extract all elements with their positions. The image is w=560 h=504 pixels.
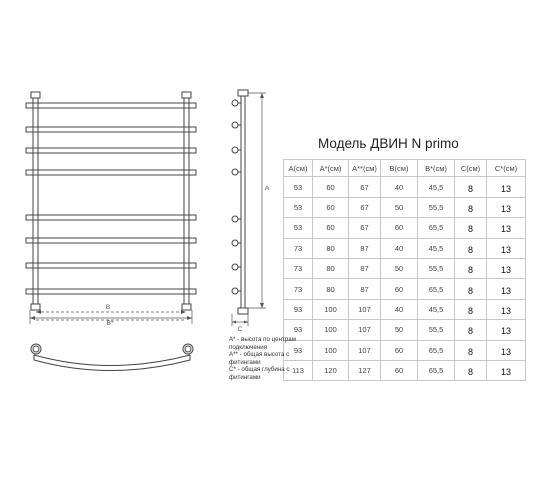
- right-top-fitting: [182, 92, 191, 98]
- table-cell: 13: [487, 258, 526, 278]
- table-cell: 8: [455, 258, 487, 278]
- table-cell: 55,5: [418, 197, 455, 217]
- table-cell: 73: [284, 258, 313, 278]
- table-cell: 8: [455, 177, 487, 197]
- table-cell: 40: [381, 177, 418, 197]
- table-cell: 60: [313, 197, 349, 217]
- table-cell: 107: [349, 299, 381, 319]
- dimension-b-label: B: [105, 304, 111, 311]
- table-cell: 80: [313, 279, 349, 299]
- table-cell: 67: [349, 177, 381, 197]
- rung: [26, 238, 196, 243]
- model-title: Модель ДВИН N primo: [318, 136, 459, 151]
- table-row: [284, 299, 526, 319]
- table-cell: 40: [381, 238, 418, 258]
- table-cell: 80: [313, 238, 349, 258]
- table-row: [284, 197, 526, 217]
- table-cell: 50: [381, 197, 418, 217]
- legend-line: фитингами: [229, 373, 261, 381]
- legend-line: A** - общая высота с: [229, 351, 290, 359]
- table-cell: 13: [487, 218, 526, 238]
- table-cell: 8: [455, 197, 487, 217]
- side-rung-stubs: [232, 100, 241, 294]
- dimension-b-star-label: B*: [106, 320, 114, 327]
- column-header: B(см): [381, 160, 418, 177]
- table-cell: 8: [455, 340, 487, 360]
- left-bottom-fitting: [31, 304, 40, 310]
- table-cell: 40: [381, 299, 418, 319]
- table-row: [284, 279, 526, 299]
- table-header-row: [284, 160, 526, 177]
- table-cell: 8: [455, 279, 487, 299]
- top-view-arc-outer: [34, 355, 190, 366]
- side-view: [232, 90, 248, 314]
- legend-line: C* - общая глубина с: [229, 366, 290, 374]
- legend: [229, 336, 296, 382]
- legend-line: A* - высота по центрам: [229, 336, 296, 343]
- table-cell: 65,5: [418, 218, 455, 238]
- table-cell: 50: [381, 258, 418, 278]
- table-cell: 13: [487, 320, 526, 340]
- column-header: A(см): [284, 160, 313, 177]
- column-header: A*(см): [313, 160, 349, 177]
- table-cell: 53: [284, 197, 313, 217]
- column-header: A**(см): [349, 160, 381, 177]
- table-cell: 60: [313, 177, 349, 197]
- rung: [26, 263, 196, 268]
- table-cell: 13: [487, 340, 526, 360]
- rung: [26, 103, 196, 108]
- rung: [26, 148, 196, 153]
- table-cell: 93: [284, 340, 313, 360]
- table-cell: 87: [349, 258, 381, 278]
- dimension-a-label: A: [264, 185, 270, 192]
- table-cell: 13: [487, 238, 526, 258]
- table-cell: 60: [381, 340, 418, 360]
- table-row: [284, 360, 526, 380]
- table-cell: 107: [349, 340, 381, 360]
- side-top-fitting: [238, 90, 248, 96]
- table-cell: 13: [487, 279, 526, 299]
- table-cell: 65,5: [418, 279, 455, 299]
- column-header: C(см): [455, 160, 487, 177]
- left-riser-pipe: [33, 98, 38, 304]
- right-riser-pipe: [184, 98, 189, 304]
- table-row: [284, 238, 526, 258]
- left-top-fitting: [31, 92, 40, 98]
- table-cell: 60: [381, 279, 418, 299]
- table-cell: 73: [284, 238, 313, 258]
- table-cell: 53: [284, 177, 313, 197]
- table-cell: 8: [455, 320, 487, 340]
- table-cell: 100: [313, 299, 349, 319]
- table-cell: 93: [284, 320, 313, 340]
- height-dimension: [248, 93, 266, 308]
- table-cell: 100: [313, 340, 349, 360]
- table-cell: 45,5: [418, 177, 455, 197]
- table-cell: 60: [381, 218, 418, 238]
- side-riser-pipe: [241, 96, 245, 308]
- table-cell: 113: [284, 360, 313, 380]
- table-cell: 8: [455, 360, 487, 380]
- table-cell: 50: [381, 320, 418, 340]
- rung: [26, 215, 196, 220]
- table-cell: 45,5: [418, 299, 455, 319]
- table-cell: 13: [487, 177, 526, 197]
- table-cell: 55,5: [418, 320, 455, 340]
- table-row: [284, 218, 526, 238]
- table-cell: 8: [455, 299, 487, 319]
- top-view: [31, 344, 193, 371]
- legend-line: фитингами: [229, 358, 261, 366]
- front-view: [26, 92, 196, 310]
- table-cell: 67: [349, 218, 381, 238]
- table-cell: 80: [313, 258, 349, 278]
- table-cell: 120: [313, 360, 349, 380]
- table-cell: 107: [349, 320, 381, 340]
- rung: [26, 127, 196, 132]
- side-bottom-fitting: [238, 308, 248, 314]
- column-header: C*(см): [487, 160, 526, 177]
- rung: [26, 170, 196, 175]
- dimensions-table: [283, 159, 526, 381]
- table-row: [284, 177, 526, 197]
- table-cell: 93: [284, 299, 313, 319]
- table-row: [284, 320, 526, 340]
- table-cell: 65,5: [418, 360, 455, 380]
- table-cell: 73: [284, 279, 313, 299]
- table-cell: 65,5: [418, 340, 455, 360]
- table-cell: 8: [455, 218, 487, 238]
- table-cell: 87: [349, 279, 381, 299]
- column-header: B*(см): [418, 160, 455, 177]
- table-row: [284, 258, 526, 278]
- legend-line: подключения: [229, 343, 268, 351]
- table-cell: 60: [381, 360, 418, 380]
- rung: [26, 289, 196, 294]
- table-cell: 53: [284, 218, 313, 238]
- table-cell: 55,5: [418, 258, 455, 278]
- table-cell: 60: [313, 218, 349, 238]
- table-cell: 13: [487, 360, 526, 380]
- depth-dimension: [232, 314, 248, 326]
- table-row: [284, 340, 526, 360]
- table-cell: 67: [349, 197, 381, 217]
- table-cell: 100: [313, 320, 349, 340]
- table-cell: 127: [349, 360, 381, 380]
- table-cell: 45,5: [418, 238, 455, 258]
- dimension-c-label: C: [237, 326, 243, 333]
- table-cell: 8: [455, 238, 487, 258]
- table-cell: 13: [487, 197, 526, 217]
- table-cell: 13: [487, 299, 526, 319]
- table-cell: 87: [349, 238, 381, 258]
- right-bottom-fitting: [182, 304, 191, 310]
